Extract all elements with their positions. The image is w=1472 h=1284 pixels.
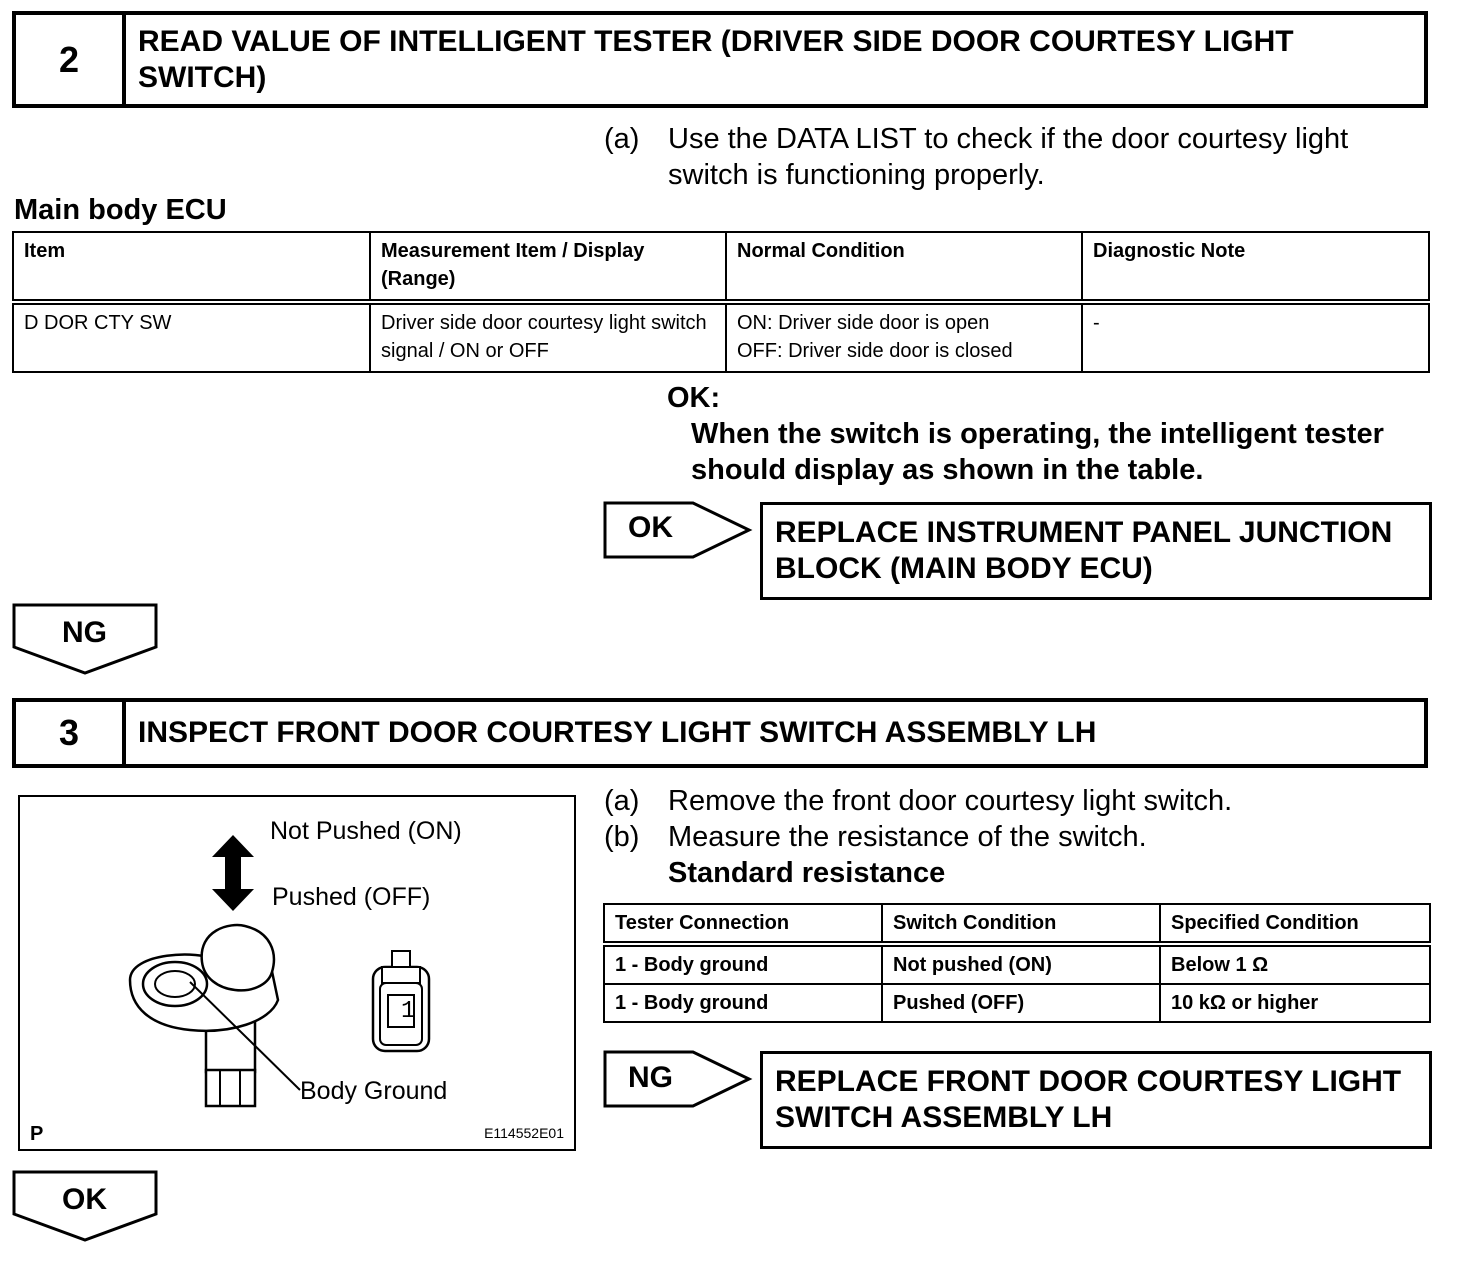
step-3-header bbox=[12, 698, 1428, 768]
ng-down-label: NG bbox=[62, 616, 107, 649]
table-row bbox=[604, 984, 1430, 1022]
instruction-text: Remove the front door courtesy light switch. bbox=[668, 785, 1233, 817]
step-title: READ VALUE OF INTELLIGENT TESTER (DRIVER SIDE DOOR COURTESY LIGHT SWITCH) bbox=[138, 24, 1294, 94]
data-list-table bbox=[12, 231, 1430, 373]
pin-number: 1 bbox=[401, 998, 416, 1025]
cell: 1 - Body ground bbox=[604, 944, 882, 984]
cell: 10 kΩ or higher bbox=[1160, 984, 1430, 1022]
col-switch: Switch Condition bbox=[882, 904, 1160, 944]
table-header-row bbox=[604, 904, 1430, 944]
courtesy-switch-drawing bbox=[120, 922, 320, 1112]
table-header-row bbox=[13, 232, 1429, 302]
step-3-instruction-a bbox=[604, 783, 1232, 819]
cell-item: D DOR CTY SW bbox=[13, 302, 370, 372]
table-heading: Main body ECU bbox=[14, 194, 227, 226]
col-tester: Tester Connection bbox=[604, 904, 882, 944]
step-3-instruction-b bbox=[604, 819, 1147, 855]
instruction-text: Measure the resistance of the switch. bbox=[668, 821, 1147, 853]
ok-down-label: OK bbox=[62, 1183, 107, 1216]
ok-arrow-label: OK bbox=[628, 511, 673, 544]
col-note: Diagnostic Note bbox=[1082, 232, 1429, 302]
cell-normal bbox=[726, 302, 1082, 372]
cell: Not pushed (ON) bbox=[882, 944, 1160, 984]
ok-result-box: REPLACE INSTRUMENT PANEL JUNCTION BLOCK (MAIN BODY ECU) bbox=[760, 502, 1432, 600]
step-2-header bbox=[12, 11, 1428, 108]
ok-criteria: When the switch is operating, the intelligent tester should display as shown in the table. bbox=[691, 418, 1384, 486]
instruction-label: (a) bbox=[604, 123, 640, 155]
up-down-arrow-icon bbox=[210, 835, 256, 911]
ok-label: OK: bbox=[667, 382, 721, 414]
step-number: 3 bbox=[16, 702, 126, 764]
ng-arrow-label: NG bbox=[628, 1061, 673, 1094]
normal-off: OFF: Driver side door is closed bbox=[737, 340, 1013, 362]
figure-corner-label: P bbox=[30, 1123, 44, 1145]
col-item: Item bbox=[13, 232, 370, 302]
cell: Below 1 Ω bbox=[1160, 944, 1430, 984]
cell: 1 - Body ground bbox=[604, 984, 882, 1022]
ng-arrow bbox=[603, 1050, 753, 1108]
body-ground-label: Body Ground bbox=[300, 1077, 448, 1105]
step-2-instruction bbox=[604, 121, 1434, 193]
not-pushed-label: Not Pushed (ON) bbox=[270, 817, 462, 845]
cell-measurement: Driver side door courtesy light switch signal / ON or OFF bbox=[370, 302, 726, 372]
instruction-label: (b) bbox=[604, 821, 640, 853]
figure-code: E114552E01 bbox=[484, 1125, 564, 1141]
step-number: 2 bbox=[16, 15, 126, 104]
normal-on: ON: Driver side door is open bbox=[737, 312, 990, 334]
ok-arrow bbox=[603, 501, 753, 559]
pushed-label: Pushed (OFF) bbox=[272, 883, 431, 911]
standard-label: Standard resistance bbox=[668, 857, 946, 889]
col-specified: Specified Condition bbox=[1160, 904, 1430, 944]
instruction-label: (a) bbox=[604, 785, 640, 817]
step-title: INSPECT FRONT DOOR COURTESY LIGHT SWITCH ASSEMBLY LH bbox=[138, 716, 1097, 749]
ng-result-box: REPLACE FRONT DOOR COURTESY LIGHT SWITCH ASSEMBLY LH bbox=[760, 1051, 1432, 1149]
instruction-text: Use the DATA LIST to check if the door courtesy light switch is functioning properly. bbox=[668, 123, 1349, 191]
cell-note: - bbox=[1082, 302, 1429, 372]
resistance-table bbox=[603, 903, 1431, 1023]
cell: Pushed (OFF) bbox=[882, 984, 1160, 1022]
table-row bbox=[604, 944, 1430, 984]
col-measurement: Measurement Item / Display (Range) bbox=[370, 232, 726, 302]
table-row bbox=[13, 302, 1429, 372]
col-normal: Normal Condition bbox=[726, 232, 1082, 302]
switch-figure bbox=[18, 795, 576, 1151]
